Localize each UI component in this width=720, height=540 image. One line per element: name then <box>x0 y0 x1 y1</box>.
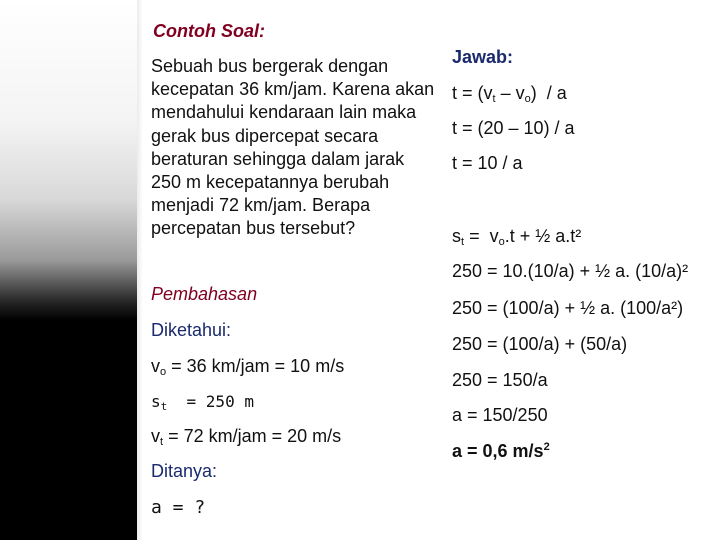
question-text: a = ? <box>151 497 206 518</box>
answer-line-1-b: – v <box>495 83 525 103</box>
answer-line-1 <box>452 83 567 105</box>
answer-line-1-a: t = (v <box>452 83 493 103</box>
answer-final-value: a = 0,6 m/s <box>452 441 544 461</box>
given-vt-value: = 72 km/jam = 20 m/s <box>163 426 342 446</box>
answer-line-4-sub2: o <box>498 236 505 248</box>
answer-line-4-a: s <box>452 226 461 246</box>
answer-line-7: 250 = (100/a) + (50/a) <box>452 334 628 354</box>
given-st-var: s <box>151 392 161 411</box>
left-decorative-band <box>0 0 137 540</box>
answer-final <box>452 441 550 462</box>
answer-line-9: a = 150/250 <box>452 405 548 425</box>
given-st <box>151 392 254 413</box>
answer-line-8: 250 = 150/a <box>452 370 548 390</box>
answer-heading: Jawab: <box>452 47 514 67</box>
given-vo-value: = 36 km/jam = 10 m/s <box>166 356 345 376</box>
answer-line-1-sub2: o <box>524 93 531 105</box>
pembahasan-heading: Pembahasan <box>151 284 258 304</box>
answer-line-2: t = (20 – 10) / a <box>452 118 575 138</box>
answer-line-1-sub1: t <box>492 93 496 105</box>
answer-line-5: 250 = 10.(10/a) + ½ a. (10/a)² <box>452 261 689 281</box>
answer-line-4-b: = v <box>464 226 499 246</box>
diketahui-heading: Diketahui: <box>151 320 232 340</box>
answer-line-4-c: .t + ½ a.t² <box>504 226 582 246</box>
given-st-sub: t <box>160 400 168 413</box>
ditanya-heading: Ditanya: <box>151 461 218 481</box>
problem-heading: Contoh Soal: <box>153 21 265 41</box>
given-vt-sub: t <box>160 436 164 448</box>
given-vo-var: v <box>151 356 160 376</box>
answer-line-4-sub: t <box>461 236 465 248</box>
given-st-value: = 250 m <box>167 392 254 411</box>
answer-line-1-c: ) / a <box>530 83 567 103</box>
column-shadow <box>137 0 143 540</box>
given-vo-sub: o <box>160 366 167 378</box>
answer-final-sup: 2 <box>543 441 550 453</box>
given-vo <box>151 356 344 378</box>
answer-line-6: 250 = (100/a) + ½ a. (100/a²) <box>452 298 684 318</box>
answer-line-4 <box>452 226 581 248</box>
problem-statement: Sebuah bus bergerak dengan kecepatan 36 km/jam. Karena akan mendahului kendaraan lain maka gerak bus dipercepat secara beraturan sehingga dalam jarak 250 m kecepatannya berubah menjadi 72 km/jam. Berapa percepatan bus tersebut? <box>151 56 435 239</box>
given-vt <box>151 426 341 448</box>
answer-line-3: t = 10 / a <box>452 153 523 173</box>
given-vt-var: v <box>151 426 160 446</box>
